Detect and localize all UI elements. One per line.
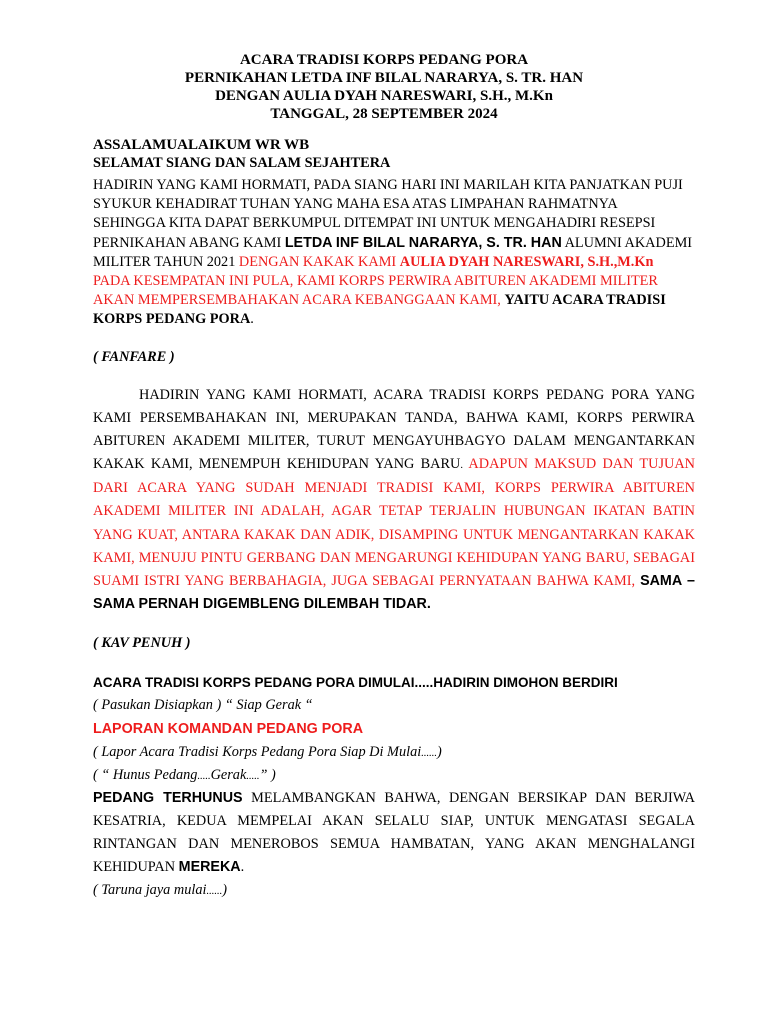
text-span: . <box>250 311 254 328</box>
title-line-3: DENGAN AULIA DYAH NARESWARI, S.H., M.Kn <box>215 88 553 104</box>
red-text: ADAPUN MAKSUD DAN TUJUAN DARI ACARA YANG SUDAH MENJADI TRADISI KAMI, KORPS PERWIRA ABITUREN AKADEMI MILITER INI ADALAH, AGAR TETAP TERJALIN HUBUNGAN IKATAN BATIN YANG KUAT, ANTARA KAKAK DAN ADIK, DISAMPING UNTUK MENGANTARKAN KAKAK KAMI, MENUJU PINTU GERBANG DAN MENGARUNGI KEHIDUPAN YANG BARU, SEBAGAI SUAMI ISTRI YANG BERBAHAGIA, JUGA SEBAGAI PERNYATAAN BAHWA KAMI, <box>93 456 695 589</box>
pasukan-instruction: ( Pasukan Disiapkan ) “ Siap Gerak “ <box>93 697 313 713</box>
title-line-1: ACARA TRADISI KORPS PEDANG PORA <box>239 52 529 68</box>
text-span: ) <box>436 744 442 760</box>
red-text: AKAN MEMPERSEMBAHAKAN ACARA KEBANGGAAN KAMI, <box>93 292 505 309</box>
bold-text: MEREKA <box>178 859 241 876</box>
red-text: DENGAN KAKAK KAMI <box>238 253 400 270</box>
hunus-instruction <box>93 766 695 786</box>
text-span: MELAMBANGKAN BAHWA, DENGAN BERSIKAP DAN BERJIWA KESATRIA, KEDUA MEMPELAI AKAN SELALU SIAP, UNTUK MENGATASI SEGALA RINTANGAN DAN MENEROBOS SEMUA HAMBATAN, YANG AKAN MENGHALANGI KEHIDUPAN <box>93 790 695 876</box>
text-span: ( “ Hunus Pedang <box>93 767 198 783</box>
groom-name: LETDA INF BILAL NARARYA, S. TR. HAN <box>284 234 562 251</box>
bold-text: SAMA – SAMA PERNAH DIGEMBLENG DILEMBAH TIDAR. <box>93 572 695 612</box>
text-span: ..... <box>197 771 211 782</box>
title-line-2: PERNIKAHAN LETDA INF BILAL NARARYA, S. TR. HAN <box>184 70 584 86</box>
tradition-paragraph <box>93 384 695 616</box>
ceremony-start-line: ACARA TRADISI KORPS PEDANG PORA DIMULAI.....HADIRIN DIMOHON BERDIRI <box>93 675 618 690</box>
opening-line-6: PADA KESEMPATAN INI PULA, KAMI KORPS PERWIRA ABITUREN AKADEMI MILITER <box>93 273 658 290</box>
title-line-4: TANGGAL, 28 SEPTEMBER 2024 <box>270 106 498 122</box>
opening-line-2: SYUKUR KEHADIRAT TUHAN YANG MAHA ESA ATAS LIMPAHAN RAHMATNYA <box>93 196 618 213</box>
fanfare-cue: ( FANFARE ) <box>93 349 175 365</box>
report-instruction <box>93 743 695 763</box>
opening-line-4 <box>93 234 695 253</box>
opening-line-5 <box>93 253 695 272</box>
opening-line-3: SEHINGGA KITA DAPAT BERKUMPUL DITEMPAT INI UNTUK MENGAHADIRI RESEPSI <box>93 215 656 232</box>
text-span: MILITER TAHUN 2021 <box>93 253 239 270</box>
text-span: ...... <box>206 886 223 897</box>
document-title <box>0 51 768 123</box>
opening-paragraph <box>93 176 695 330</box>
greeting-line-1: ASSALAMUALAIKUM WR WB <box>93 137 310 153</box>
bold-text: YAITU ACARA TRADISI <box>504 292 666 309</box>
opening-line-7 <box>93 291 695 310</box>
text-span: HADIRIN YANG KAMI HORMATI, ACARA TRADISI KORPS PEDANG PORA YANG KAMI PERSEMBAHAKAN INI, MERUPAKAN TANDA, BAHWA KAMI, KORPS PERWIRA ABITUREN AKADEMI MILITER, TURUT MENGAYUHBAGYO DALAM MENGANTARKAN KAKAK KAMI, MENEMPUH KEHIDUPAN YANG BARU <box>93 387 695 473</box>
bold-text: KORPS PEDANG PORA <box>93 311 251 328</box>
text-span: Gerak <box>210 767 247 783</box>
greeting-line-2: SELAMAT SIANG DAN SALAM SEJAHTERA <box>93 155 391 171</box>
bold-text: PEDANG TERHUNUS <box>93 790 243 806</box>
text-span: . <box>240 859 245 876</box>
taruna-instruction <box>93 881 695 901</box>
text-span: ..... <box>246 771 260 782</box>
text-span: ) <box>222 882 227 898</box>
kav-penuh-cue: ( KAV PENUH ) <box>93 635 191 651</box>
opening-line-8 <box>93 310 695 329</box>
text-span: . <box>460 460 463 472</box>
text-span: PERNIKAHAN ABANG KAMI <box>93 234 285 251</box>
bride-name: AULIA DYAH NARESWARI, S.H.,M.Kn <box>399 253 654 270</box>
text-span: ( Taruna jaya mulai <box>93 882 207 898</box>
text-span: ( Lapor Acara Tradisi Korps Pedang Pora Siap Di Mulai <box>93 744 422 760</box>
text-span: ...... <box>421 748 437 759</box>
opening-line-1: HADIRIN YANG KAMI HORMATI, PADA SIANG HARI INI MARILAH KITA PANJATKAN PUJI <box>93 177 683 193</box>
text-span: ” ) <box>259 767 276 783</box>
sword-paragraph <box>93 787 695 879</box>
commander-report-heading: LAPORAN KOMANDAN PEDANG PORA <box>93 721 364 737</box>
text-span: ALUMNI AKADEMI <box>561 234 693 251</box>
